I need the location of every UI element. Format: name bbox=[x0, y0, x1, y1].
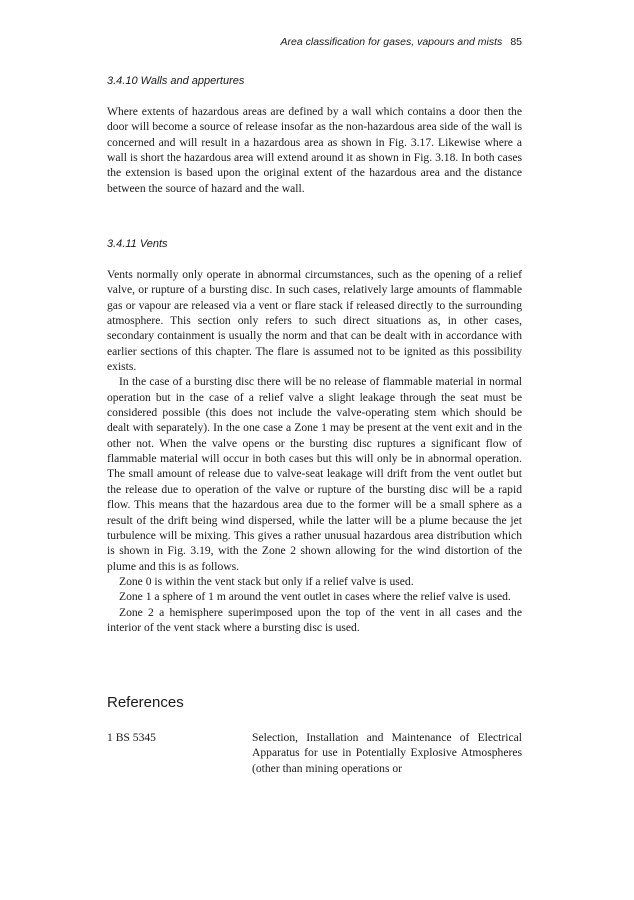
section-heading-vents: 3.4.11 Vents bbox=[107, 238, 168, 250]
reference-label: 1 BS 5345 bbox=[107, 731, 156, 744]
page-number: 85 bbox=[510, 36, 522, 48]
references-heading: References bbox=[107, 694, 184, 711]
section-heading-walls-and-appertures: 3.4.10 Walls and appertures bbox=[107, 75, 245, 87]
running-head bbox=[0, 36, 522, 48]
section-body-walls-and-appertures bbox=[107, 104, 522, 196]
paragraph-zone-1: Zone 1 a sphere of 1 m around the vent outlet in cases where the relief valve is used. bbox=[119, 590, 511, 604]
paragraph-zone-2: Zone 2 a hemisphere superimposed upon the top of the vent in all cases and the interior of the vent stack where a bursting disc is used. bbox=[107, 605, 522, 634]
running-head-title: Area classification for gases, vapours and mists bbox=[280, 36, 503, 48]
paragraph-zone-0: Zone 0 is within the vent stack but only if a relief valve is used. bbox=[119, 574, 414, 588]
reference-text: Selection, Installation and Maintenance of Electrical Apparatus for use in Potentially Explosive Atmospheres (other than mining operations or bbox=[252, 731, 522, 775]
section-body-vents bbox=[107, 267, 522, 635]
paragraph: In the case of a bursting disc there will be no release of flammable material in normal operation but in the case of a relief valve a slight leakage through the seat must be considered possible (this does not include the valve-operating stem which should be dealt with separately). In the one case a Zone 1 may be present at the vent exit and in the other not. When the valve opens or the bursting disc ruptures a significant flow of flammable material will occur in both cases but this will only be in abnormal operation. The small amount of release due to valve-seat leakage will drift from the vent outlet but the release due to operation of the valve or rupture of the bursting disc will be a rapid flow. This means that the hazardous area due to the former will be a small sphere as a result of the drift being wind dispersed, while the latter will be a plume because the jet turbulence will be mixing. This gives a rather unusual hazardous area distribution which is shown in Fig. 3.19, with the Zone 2 shown allowing for the wind distortion of the plume and this is as follows. bbox=[107, 375, 522, 573]
paragraph: Where extents of hazardous areas are defined by a wall which contains a door then the door will become a source of release insofar as the non-hazardous area side of the wall is concerned and will result in a hazardous area as shown in Fig. 3.17. Likewise where a wall is short the hazardous area will extend around it as shown in Fig. 3.18. In both cases the extension is based upon the original extent of the hazardous area and the distance between the source of hazard and the wall. bbox=[107, 105, 522, 195]
paragraph: Vents normally only operate in abnormal circumstances, such as the opening of a relief valve, or rupture of a bursting disc. In such cases, relatively large amounts of flammable gas or vapour are released via a vent or flare stack if released directly to the surrounding atmosphere. This section only refers to such direct situations as, in other cases, secondary containment is usually the norm and that can be dealt with in accordance with earlier sections of this chapter. The flare is assumed not to be ignited as this possibility exists. bbox=[107, 268, 522, 374]
